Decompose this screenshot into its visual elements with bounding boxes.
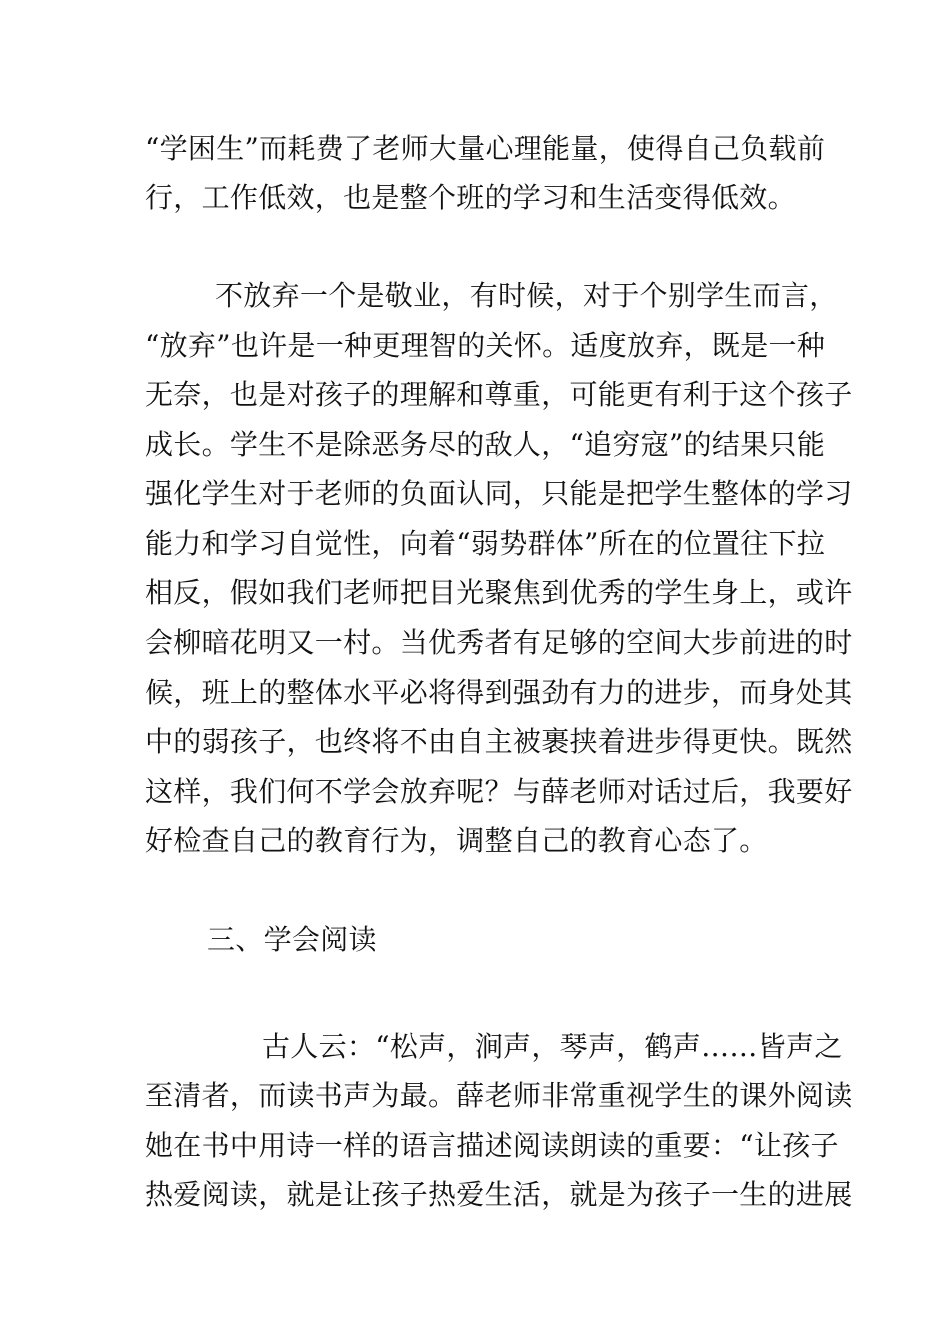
paragraph-2-line-4: 成长。学生不是除恶务尽的敌人，“追穷寇”的结果只能: [145, 428, 826, 461]
paragraph-3-line-1: 古人云：“松声，涧声，琴声，鹤声……皆声之: [262, 1030, 843, 1063]
paragraph-2-line-5: 强化学生对于老师的负面认同，只能是把学生整体的学习: [145, 477, 853, 510]
paragraph-2-line-12: 好检查自己的教育行为，调整自己的教育心态了。: [145, 824, 768, 857]
paragraph-3-line-2: 至清者，而读书声为最。薛老师非常重视学生的课外阅读: [145, 1079, 853, 1112]
paragraph-2-line-7: 相反，假如我们老师把目光聚焦到优秀的学生身上，或许: [145, 576, 853, 609]
paragraph-2-line-8: 会柳暗花明又一村。当优秀者有足够的空间大步前进的时: [145, 626, 853, 659]
paragraph-2-line-2: “放弃”也许是一种更理智的关怀。适度放弃，既是一种: [145, 329, 826, 362]
paragraph-1-line-1: “学困生”而耗费了老师大量心理能量，使得自己负载前: [145, 132, 826, 165]
paragraph-2-line-1: 不放弃一个是敬业，有时候，对于个别学生而言，: [215, 279, 838, 312]
section-heading: 三、学会阅读: [207, 923, 377, 956]
paragraph-3-line-4: 热爱阅读，就是让孩子热爱生活，就是为孩子一生的进展: [145, 1178, 853, 1211]
paragraph-2-line-6: 能力和学习自觉性，向着“弱势群体”所在的位置往下拉: [145, 527, 826, 560]
paragraph-2-line-9: 候，班上的整体水平必将得到强劲有力的进步，而身处其: [145, 676, 853, 709]
paragraph-1-line-2: 行，工作低效，也是整个班的学习和生活变得低效。: [145, 181, 796, 214]
paragraph-3-line-3: 她在书中用诗一样的语言描述阅读朗读的重要：“让孩子: [145, 1129, 839, 1162]
paragraph-2-line-11: 这样，我们何不学会放弃呢？与薛老师对话过后，我要好: [145, 775, 853, 808]
paragraph-2-line-3: 无奈，也是对孩子的理解和尊重，可能更有利于这个孩子: [145, 378, 853, 411]
paragraph-2-line-10: 中的弱孩子，也终将不由自主被裹挟着进步得更快。既然: [145, 725, 853, 758]
